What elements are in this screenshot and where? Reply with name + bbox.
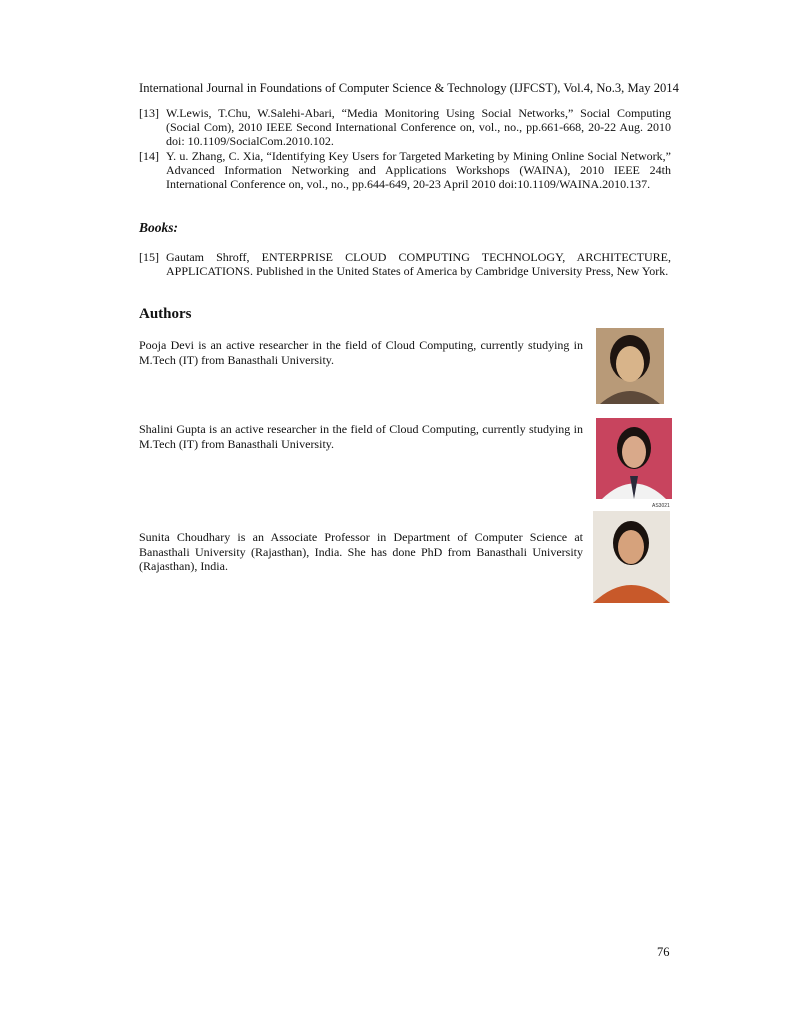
reference-text: Gautam Shroff, ENTERPRISE CLOUD COMPUTING TECHNOLOGY, ARCHITECTURE, APPLICATIONS. Published in the United States of America by Cambridge University Press, New York. <box>166 250 671 278</box>
running-header: International Journal in Foundations of Computer Science & Technology (IJFCST), Vol.4, No.3, May 2014 <box>139 81 679 95</box>
author-bio-shalini-gupta: Shalini Gupta is an active researcher in the field of Cloud Computing, currently studying in M.Tech (IT) from Banasthali University. <box>139 422 583 451</box>
portrait-image <box>593 511 670 603</box>
reference-number: [13] <box>139 106 159 120</box>
books-heading: Books: <box>139 220 179 235</box>
reference-number: [14] <box>139 149 159 163</box>
reference-text: W.Lewis, T.Chu, W.Salehi-Abari, “Media Monitoring Using Social Networks,” Social Computing (Social Com), 2010 IEEE Second International Conference on, vol., no., pp.661-668, 20-22 Aug. 2010 doi: 10.1109/SocialCom.2010.102. <box>166 106 671 148</box>
page-number: 76 <box>657 945 670 959</box>
reference-item <box>139 106 671 148</box>
portrait-image <box>596 328 664 404</box>
portrait-image <box>596 418 672 499</box>
book-item <box>139 250 671 278</box>
reference-item <box>139 149 671 191</box>
author-bio-sunita-choudhary: Sunita Choudhary is an Associate Professor in Department of Computer Science at Banasthali University (Rajasthan), India. She has done PhD from Banasthali University (Rajasthan), India. <box>139 530 583 573</box>
author-bio-pooja-devi: Pooja Devi is an active researcher in the field of Cloud Computing, currently studying in M.Tech (IT) from Banasthali University. <box>139 338 583 367</box>
reference-text: Y. u. Zhang, C. Xia, “Identifying Key Users for Targeted Marketing by Mining Online Social Network,” Advanced Information Networking and Applications Workshops (WAINA), 2010 IEEE 24th International Conference on, vol., no., pp.644-649, 20-23 April 2010 doi:10.1109/WAINA.2010.137. <box>166 149 671 191</box>
photo-tag: AS3021 <box>652 503 670 509</box>
author-photo-shalini-gupta <box>596 418 672 499</box>
authors-heading: Authors <box>139 306 192 322</box>
reference-list <box>139 106 671 191</box>
author-photo-sunita-choudhary <box>593 511 670 603</box>
books-list <box>139 250 671 278</box>
reference-number: [15] <box>139 250 159 264</box>
author-photo-pooja-devi <box>596 328 664 404</box>
